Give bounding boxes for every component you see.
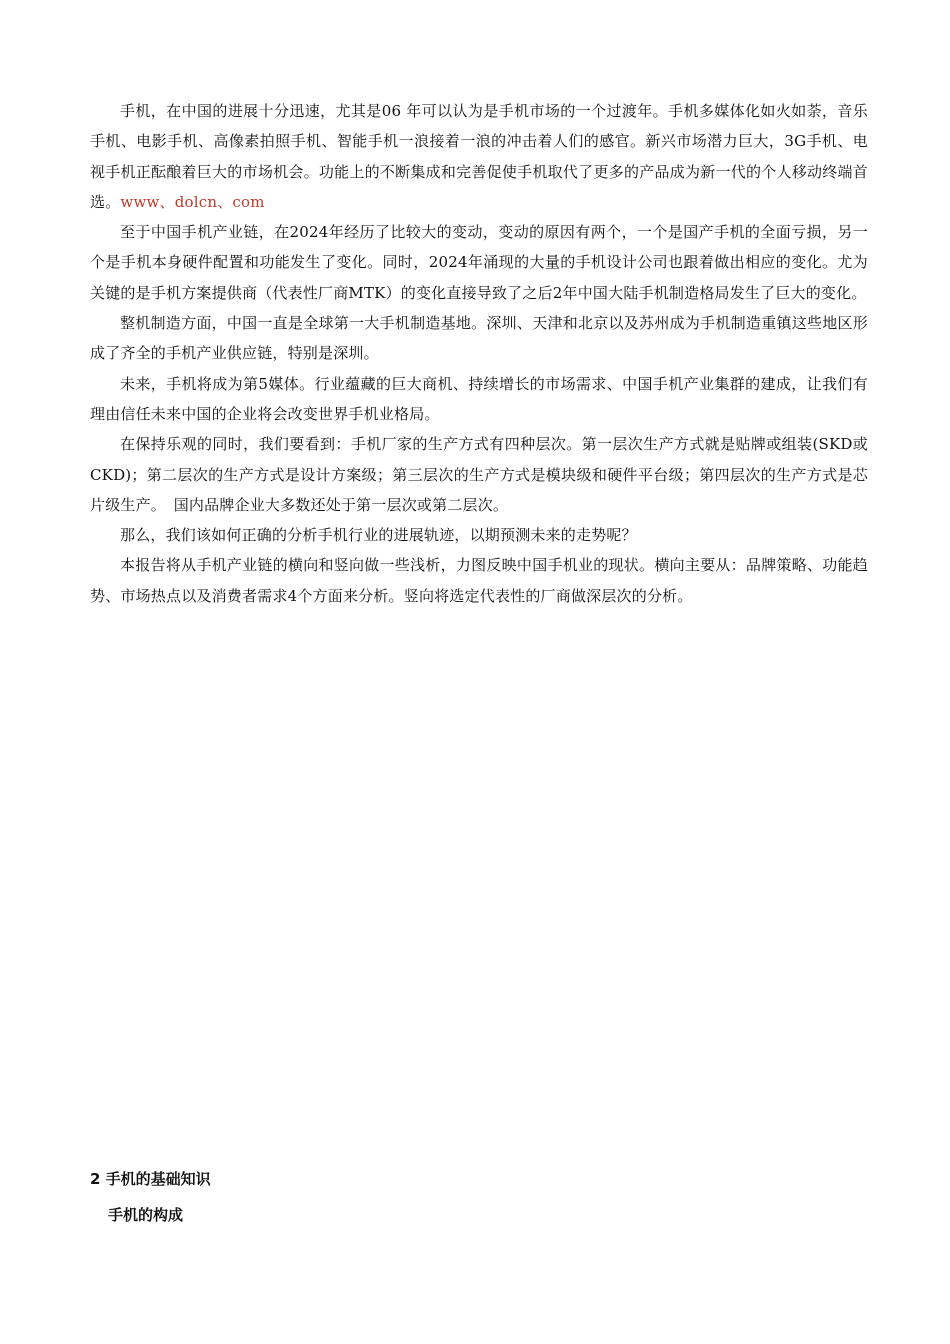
paragraph-industry-chain: 至于中国手机产业链，在2024年经历了比较大的变动，变动的原因有两个，一个是国产手机的全面亏损，另一个是手机本身硬件配置和功能发生了变化。同时，2024年涌现的大量的手机设计公司也跟着做出相应的变化。尤为关键的是手机方案提供商（代表性厂商MTK）的变化直接导致了之后2年中国大陆手机制造格局发生了巨大的变化。 — [90, 223, 868, 302]
website-link[interactable]: www、dolcn、com — [120, 192, 265, 211]
paragraph-question: 那么，我们该如何正确的分析手机行业的进展轨迹，以期预测未来的走势呢？ — [120, 526, 637, 545]
paragraph-manufacturing: 整机制造方面，中国一直是全球第一大手机制造基地。深圳、天津和北京以及苏州成为手机制造重镇这些地区形成了齐全的手机产业供应链，特别是深圳。 — [90, 314, 868, 363]
paragraph-production-levels: 在保持乐观的同时，我们要看到：手机厂家的生产方式有四种层次。第一层次生产方式就是贴牌或组装(SKD或CKD)；第二层次的生产方式是设计方案级；第三层次的生产方式是模块级和硬件平台级；第四层次的生产方式是芯片级生产。 国内品牌企业大多数还处于第一层次或第二层次。 — [90, 435, 868, 514]
body-text — [90, 96, 868, 611]
paragraph-intro — [90, 96, 868, 217]
paragraph-report-scope: 本报告将从手机产业链的横向和竖向做一些浅析，力图反映中国手机业的现状。横向主要从：品牌策略、功能趋势、市场热点以及消费者需求4个方面来分析。竖向将选定代表性的厂商做深层次的分析。 — [90, 556, 868, 605]
paragraph-intro-text: 手机，在中国的进展十分迅速，尤其是06 年可以认为是手机市场的一个过渡年。手机多媒体化如火如荼，音乐手机、电影手机、高像素拍照手机、智能手机一浪接着一浪的冲击着人们的感官。新兴市场潜力巨大，3G手机、电视手机正酝酿着巨大的市场机会。功能上的不断集成和完善促使手机取代了更多的产品成为新一代的个人移动终端首选。 — [90, 102, 868, 211]
subsection-heading: 手机的构成 — [108, 1206, 184, 1224]
paragraph-future: 未来，手机将成为第5媒体。行业蕴藏的巨大商机、持续增长的市场需求、中国手机产业集群的建成，让我们有理由信任未来中国的企业将会改变世界手机业格局。 — [90, 374, 868, 423]
section-heading: 2 手机的基础知识 — [90, 1170, 211, 1188]
